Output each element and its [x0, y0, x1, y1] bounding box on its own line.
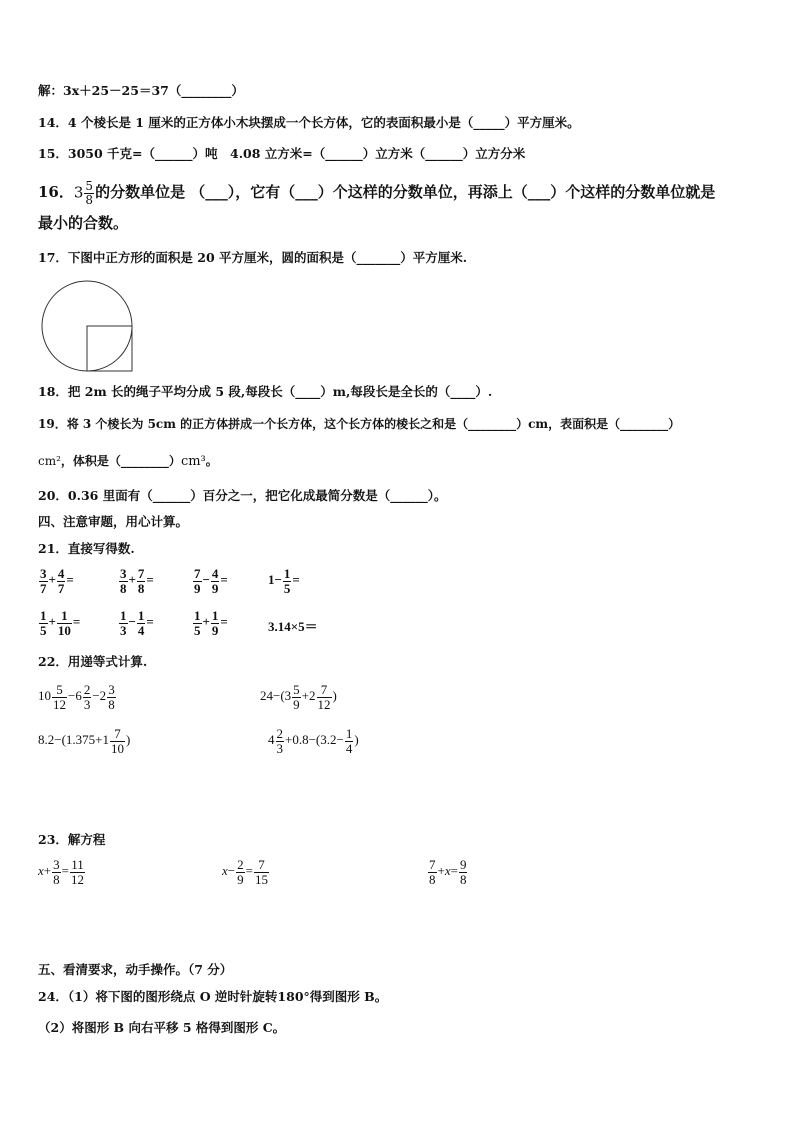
denominator: 10 — [57, 622, 71, 638]
fraction — [39, 567, 48, 595]
q23-equation-a — [38, 858, 86, 886]
math-token: + — [48, 614, 56, 630]
mixed-number — [74, 180, 95, 206]
question-17: 17．下图中正方形的面积是 20 平方厘米，圆的面积是（_______）平方厘米. — [38, 250, 468, 265]
numerator: 3 — [108, 682, 115, 697]
unit-cm2: cm² — [38, 454, 61, 468]
fraction — [276, 727, 285, 755]
section-4-title: 四、注意审题，用心计算。 — [38, 514, 189, 529]
fraction — [57, 609, 72, 637]
period: 。 — [205, 454, 218, 468]
math-token: = — [292, 572, 300, 588]
math-token: ) — [126, 732, 131, 748]
numerator: 7 — [137, 566, 145, 581]
math-token: 24−(3 — [260, 688, 292, 704]
denominator: 12 — [53, 696, 66, 712]
q21-item — [192, 609, 228, 637]
numerator: 5 — [293, 682, 300, 697]
math-token: = — [245, 863, 253, 879]
math-token: −2 — [92, 688, 107, 704]
denominator: 9 — [194, 580, 201, 596]
q21-item — [192, 567, 228, 595]
denominator: 9 — [211, 580, 219, 596]
denominator: 4 — [137, 622, 145, 638]
denominator: 15 — [254, 871, 268, 887]
fraction — [137, 567, 146, 595]
q21-item — [268, 567, 300, 595]
question-19-cont — [38, 455, 218, 468]
math-token: +0.8−(3.2− — [285, 732, 344, 748]
question-23: 23．解方程 — [38, 832, 106, 847]
numerator: 2 — [83, 682, 91, 697]
numerator: 1 — [194, 608, 201, 623]
math-token: = — [66, 572, 74, 588]
fraction — [107, 683, 116, 711]
numerator: 3 — [40, 566, 47, 581]
fraction — [52, 858, 61, 886]
fraction — [84, 180, 94, 206]
question-20: 20．0.36 里面有（______）百分之一，把它化成最简分数是（______）。 — [38, 488, 447, 503]
question-14: 14．4 个棱长是 1 厘米的正方体小木块摆成一个长方体，它的表面积最小是（_____）平方厘米。 — [38, 115, 580, 130]
denominator: 3 — [276, 740, 283, 756]
numerator: 1 — [57, 609, 72, 624]
question-16-number: 16． — [38, 183, 74, 202]
fraction — [345, 727, 354, 755]
denominator: 7 — [40, 580, 47, 596]
numerator: 3 — [53, 857, 60, 872]
fraction — [193, 567, 202, 595]
fraction — [254, 858, 269, 886]
fraction — [137, 609, 146, 637]
q21-item — [118, 609, 154, 637]
q21-item — [268, 620, 318, 633]
denominator: 3 — [83, 696, 91, 712]
denominator: 5 — [283, 580, 291, 596]
denominator: 8 — [108, 696, 115, 712]
q21-item — [38, 609, 80, 637]
question-18: 18．把 2m 长的绳子平均分成 5 段,每段长（____）m,每段长是全长的（____）. — [38, 384, 493, 399]
fraction — [459, 858, 468, 886]
fraction — [317, 683, 332, 711]
denominator: 9 — [211, 622, 219, 638]
denominator: 3 — [120, 622, 127, 638]
section-5-title: 五、看清要求，动手操作。（7 分） — [38, 962, 233, 977]
question-16 — [38, 180, 715, 206]
denominator: 9 — [237, 871, 244, 887]
q21-item — [38, 567, 74, 595]
numerator: 1 — [40, 608, 47, 623]
math-token: +2 — [301, 688, 316, 704]
denominator: 5 — [194, 622, 201, 638]
q23-equation-b — [222, 858, 270, 886]
fraction — [119, 609, 128, 637]
numerator: 1 — [137, 608, 145, 623]
denominator: 9 — [293, 696, 300, 712]
denominator: 8 — [137, 580, 145, 596]
fraction — [211, 567, 220, 595]
numerator: 4 — [211, 566, 219, 581]
question-16-cont: 最小的合数。 — [38, 214, 129, 232]
q21-item — [118, 567, 154, 595]
math-token: − — [128, 614, 136, 630]
fraction — [39, 609, 48, 637]
question-21: 21．直接写得数. — [38, 541, 135, 556]
numerator: 2 — [276, 726, 283, 741]
math-token: + — [43, 863, 52, 879]
denominator: 8 — [429, 871, 436, 887]
mixed-whole: 3 — [73, 183, 84, 202]
math-token: x — [222, 863, 228, 879]
math-token: ) — [354, 732, 359, 748]
math-token: 10 — [38, 688, 51, 704]
math-token: = — [220, 572, 228, 588]
question-22: 22．用递等式计算. — [38, 654, 148, 669]
question-19: 19．将 3 个棱长为 5cm 的正方体拼成一个长方体，这个长方体的棱长之和是（________）cm，表面积是（________） — [38, 417, 681, 431]
numerator: 7 — [194, 566, 201, 581]
fraction — [110, 727, 125, 755]
numerator: 3 — [120, 566, 127, 581]
q22-expression-c — [38, 727, 130, 755]
question-15: 15．3050 千克=（______）吨 4.08 立方米=（______）立方米（______）立方分米 — [38, 146, 526, 161]
math-token: + — [202, 614, 210, 630]
denominator: 8 — [85, 192, 94, 207]
numerator: 11 — [71, 857, 84, 872]
q23-equation-c — [427, 858, 468, 886]
numerator: 7 — [429, 857, 436, 872]
denominator: 4 — [345, 740, 353, 756]
math-token: − — [202, 572, 210, 588]
volume-text: ，体积是（________） — [60, 454, 181, 468]
denominator: 12 — [70, 871, 84, 887]
denominator: 8 — [120, 580, 127, 596]
math-token: 4 — [268, 732, 275, 748]
math-token: 3.14×5＝ — [268, 619, 318, 634]
numerator: 1 — [120, 608, 127, 623]
unit-cm3: cm³ — [180, 454, 206, 469]
math-token: = — [61, 863, 69, 879]
numerator: 2 — [237, 857, 244, 872]
math-token: x — [38, 863, 44, 879]
numerator: 7 — [254, 858, 269, 873]
numerator: 1 — [283, 566, 291, 581]
math-token: x — [444, 863, 451, 879]
square-shape — [87, 326, 132, 371]
numerator: 9 — [459, 857, 467, 872]
question-24-part2: （2）将图形 B 向右平移 5 格得到图形 C。 — [38, 1020, 286, 1035]
fraction — [283, 567, 292, 595]
fraction — [193, 609, 202, 637]
solution-line: 解：3x＋25－25＝37（________） — [38, 83, 244, 98]
math-token: = — [450, 863, 458, 879]
fraction — [119, 567, 128, 595]
numerator: 7 — [317, 683, 332, 698]
numerator: 5 — [85, 179, 94, 193]
fraction — [57, 567, 66, 595]
math-token: = — [220, 614, 228, 630]
denominator: 10 — [111, 740, 124, 756]
fraction — [236, 858, 245, 886]
q22-expression-d — [268, 727, 359, 755]
math-token: ) — [332, 688, 337, 704]
math-token: = — [72, 614, 81, 630]
question-16-text: 的分数单位是 （___），它有（___）个这样的分数单位，再添上（___）个这样的分数单位就是 — [95, 183, 716, 202]
math-token: 1− — [268, 572, 282, 588]
fraction — [52, 683, 67, 711]
numerator: 1 — [345, 726, 353, 741]
numerator: 7 — [110, 727, 125, 742]
numerator: 4 — [57, 566, 65, 581]
math-token: 8.2−(1.375+1 — [38, 732, 109, 748]
math-token: = — [146, 614, 154, 630]
fraction — [70, 858, 85, 886]
math-token: −6 — [68, 688, 82, 704]
q22-expression-a — [38, 683, 117, 711]
math-token: − — [227, 863, 236, 879]
fraction — [292, 683, 301, 711]
denominator: 7 — [57, 580, 65, 596]
fraction — [428, 858, 437, 886]
math-token: = — [146, 572, 154, 588]
denominator: 5 — [40, 622, 47, 638]
numerator: 1 — [211, 608, 219, 623]
fraction — [83, 683, 92, 711]
math-token: + — [48, 572, 56, 588]
numerator: 5 — [52, 683, 67, 698]
denominator: 8 — [459, 871, 467, 887]
q22-expression-b — [260, 683, 337, 711]
question-24-part1: 24．（1）将下图的图形绕点 O 逆时针旋转180°得到图形 B。 — [38, 989, 388, 1004]
math-token: + — [437, 863, 445, 879]
circle-square-figure — [40, 280, 136, 372]
denominator: 8 — [53, 871, 60, 887]
math-token: + — [128, 572, 136, 588]
fraction — [211, 609, 220, 637]
denominator: 12 — [317, 696, 331, 712]
